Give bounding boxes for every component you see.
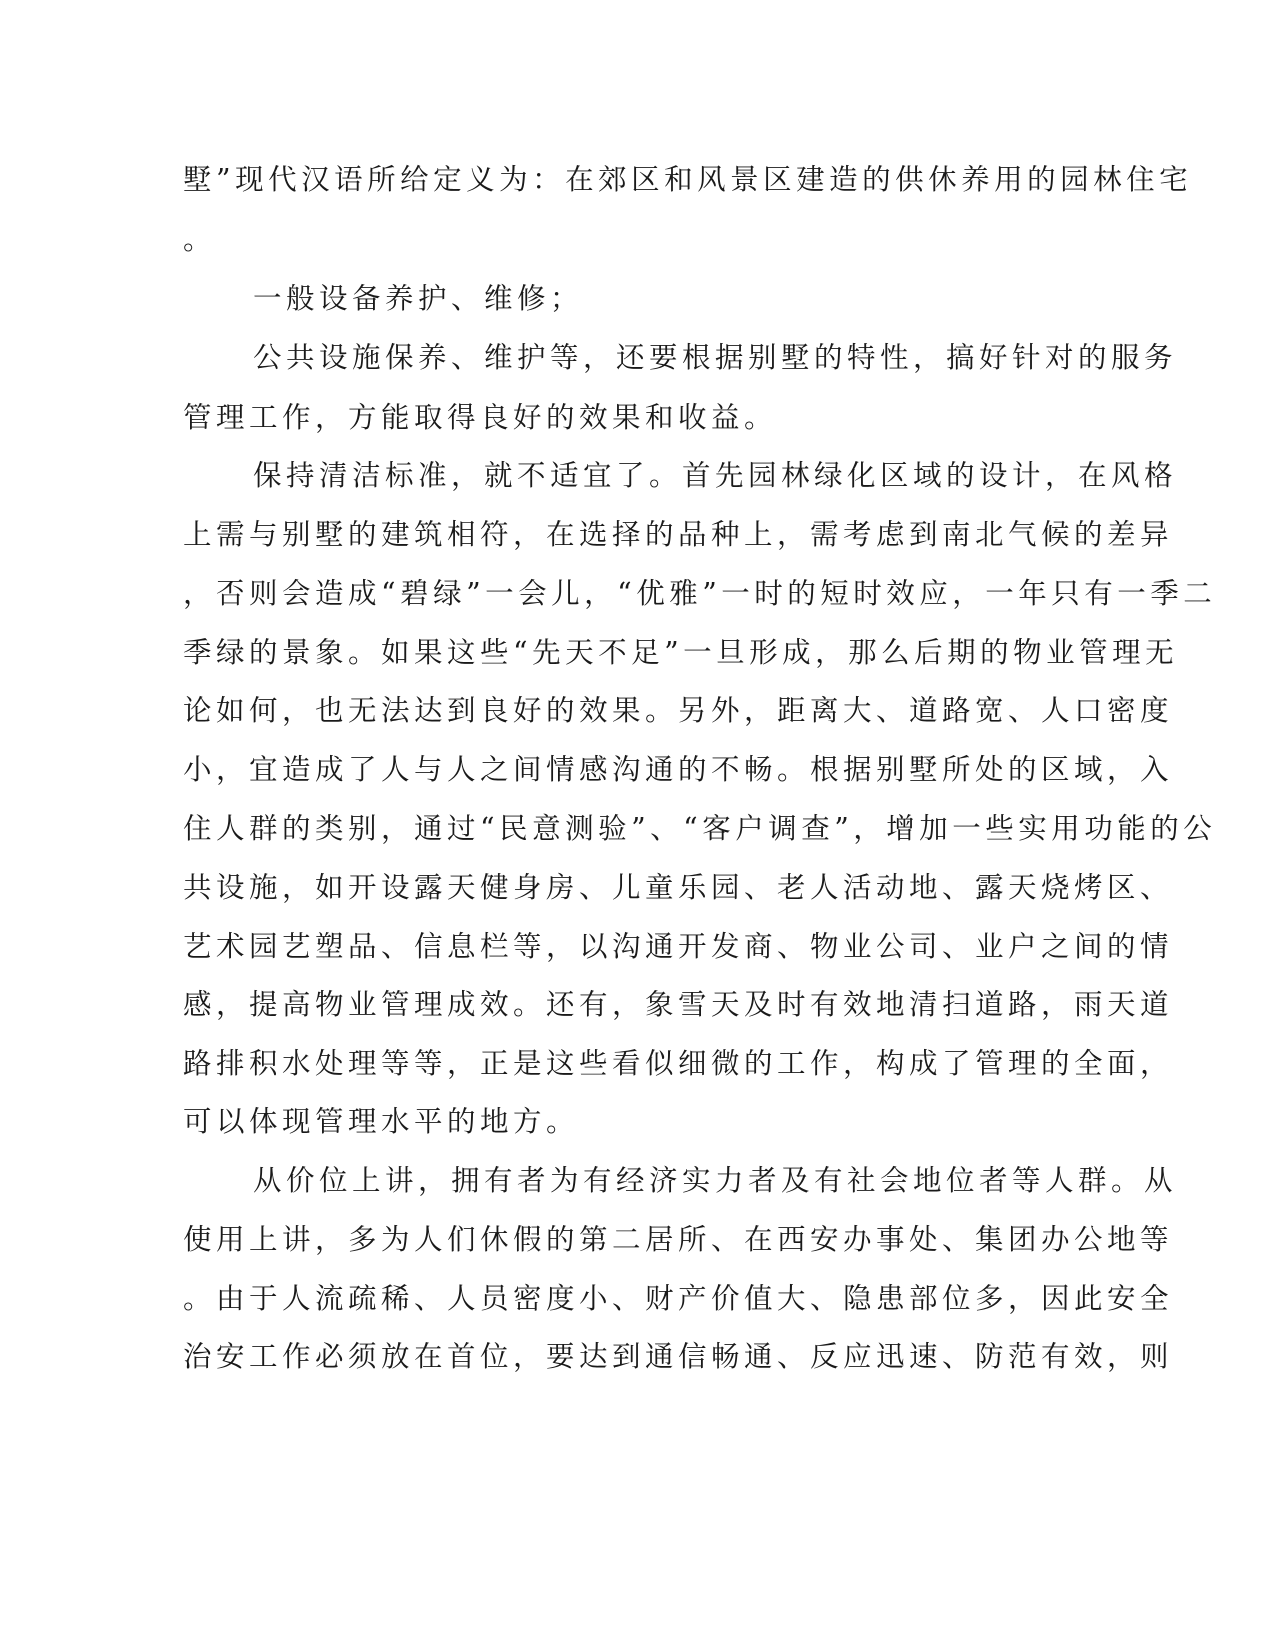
text-line: 使用上讲，多为人们休假的第二居所、在西安办事处、集团办公地等 [183,1223,1174,1256]
text-line: 论如何，也无法达到良好的效果。另外，距离大、道路宽、人口密度 [183,694,1174,727]
text-line: 管理工作，方能取得良好的效果和收益。 [183,401,778,434]
text-line: ，否则会造成“碧绿”一会儿，“优雅”一时的短时效应，一年只有一季二 [183,577,1217,610]
text-line: 住人群的类别，通过“民意测验”、“客户调查”，增加一些实用功能的公 [183,812,1217,845]
text-line: 感，提高物业管理成效。还有，象雪天及时有效地清扫道路，雨天道 [183,988,1174,1021]
text-line: 艺术园艺塑品、信息栏等，以沟通开发商、物业公司、业户之间的情 [183,930,1174,963]
text-line: 路排积水处理等等，正是这些看似细微的工作，构成了管理的全面， [183,1047,1174,1080]
text-line: 。 [183,223,217,256]
text-line: 墅”现代汉语所给定义为：在郊区和风景区建造的供休养用的园林住宅 [183,163,1193,196]
text-line: 共设施，如开设露天健身房、儿童乐园、老人活动地、露天烧烤区、 [183,871,1174,904]
text-line: 公共设施保养、维护等，还要根据别墅的特性，搞好针对的服务 [253,341,1178,374]
text-line: 一般设备养护、维修； [253,282,584,315]
text-line: 从价位上讲，拥有者为有经济实力者及有社会地位者等人群。从 [253,1164,1178,1197]
text-line: 上需与别墅的建筑相符，在选择的品种上，需考虑到南北气候的差异 [183,518,1174,551]
text-line: 。由于人流疏稀、人员密度小、财产价值大、隐患部位多，因此安全 [183,1282,1174,1315]
text-line: 保持清洁标准，就不适宜了。首先园林绿化区域的设计，在风格 [253,459,1178,492]
text-line: 小，宜造成了人与人之间情感沟通的不畅。根据别墅所处的区域，入 [183,753,1174,786]
text-line: 治安工作必须放在首位，要达到通信畅通、反应迅速、防范有效，则 [183,1340,1174,1373]
text-line: 季绿的景象。如果这些“先天不足”一旦形成，那么后期的物业管理无 [183,636,1179,669]
text-line: 可以体现管理水平的地方。 [183,1105,580,1138]
